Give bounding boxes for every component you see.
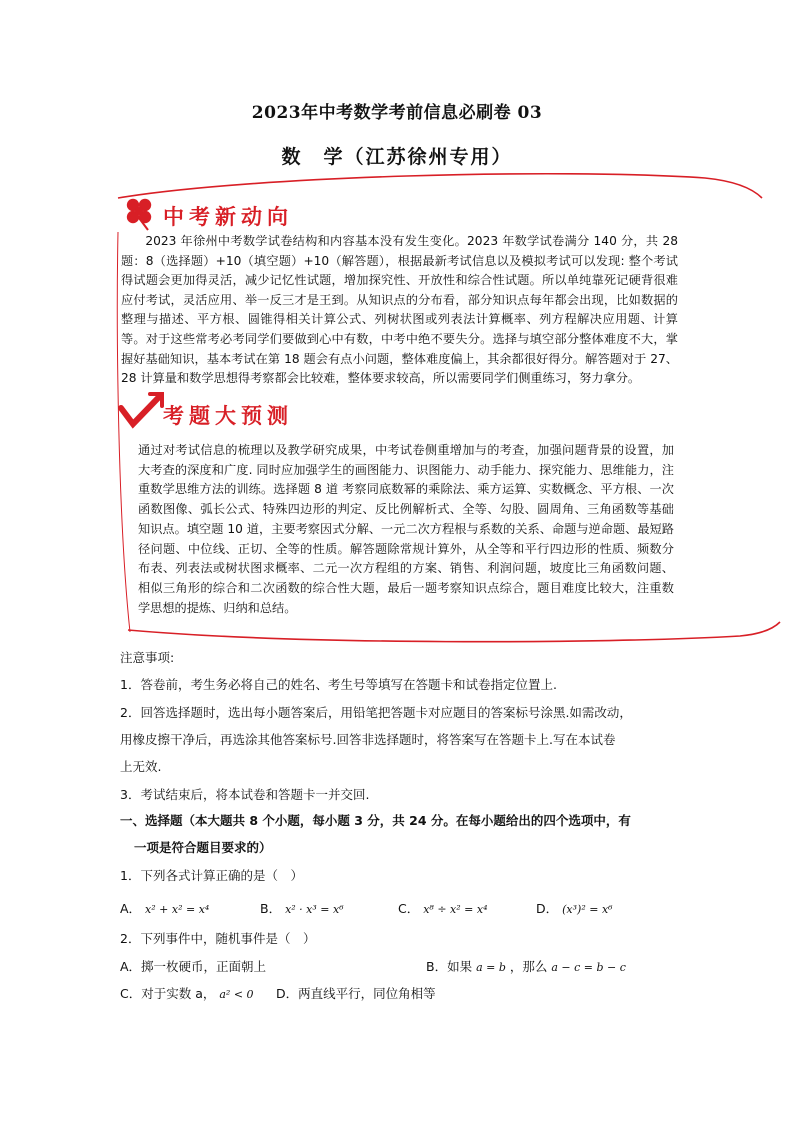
q2-option-c-label: C．对于实数 a， <box>120 986 216 1001</box>
section-body-forecast: 通过对考试信息的梳理以及教学研究成果，中考试卷侧重增加与的考查，加强问题背景的设置，加大考查的深度和广度. 同时应加强学生的画图能力、识图能力、动手能力、探究能力、思维能力，注重数学思维方法的训练。选择题 8 道 考察同底数幂的乘除法、乘方运算、实数概念、平方根、一次函数图像、弧长公式、特殊四边形的判定、反比例解析式、全等、勾股、圆周角、三角函数等基础知识点。填空题 10 道，主要考察因式分解、一元二次方程根与系数的关系、命题与逆命题、最短路径问题、中位线、正切、全等的性质。解答题除常规计算外，从全等和平行四边形的性质、频数分布表、列表法或树状图求概率、二元一次方程组的方案、销售、利润问题，坡度比三角函数问题、相似三角形的综合和二次函数的综合性大题，最后一题考察知识点综合，题目难度比较大，注重数学思想的提炼、归纳和总结。 <box>138 443 674 615</box>
q1-option-d-expr: (x³)² = x⁶ <box>562 903 613 916</box>
section-heading-trends: 中考新动向 <box>163 205 293 229</box>
q1-option-c-expr: x⁸ ÷ x² = x⁴ <box>423 903 488 916</box>
red-clover-icon <box>127 199 151 230</box>
q2-option-b-expr-1: a = b <box>476 961 506 974</box>
section-body-trends: 2023 年徐州中考数学试卷结构和内容基本没有发生变化。2023 年数学试卷满分 140 分，共 28 题：8（选择题）+10（填空题）+10（解答题），根据最新考试信息以及模拟考试可以发现: 整个考试得试题会更加得灵活，减少记忆性试题，增加探究性、开放性和综合性试题。所以单纯靠死记硬背很难应付考试，灵活应用、举一反三才是王到。从知识点的分布看，部分知识点每年都会出现，比如数据的整理与描述、平方根、圆锥得相关计算公式、列树状图或列表法计算概率、列方程解决应用题、计算等。对于这些常考必考同学们要做到心中有数，中考中绝不要失分。选择与填空部分整体难度不大，掌握好基础知识，基本考试在第 18 题会有点小问题，整体难度偏上，其余都很好得分。解答题对于 27、28 计算量和数学思想得考察都会比较难，整体要求较高，所以需要同学们侧重练习，努力拿分。 <box>121 234 678 386</box>
q1-option-a-expr: x² + x² = x⁴ <box>145 903 210 916</box>
q1-option-a <box>120 899 209 917</box>
section-heading-forecast: 考题大预测 <box>163 404 293 428</box>
q1-option-d <box>536 899 613 917</box>
q1-option-c-label: C． <box>398 901 420 916</box>
red-check-arrow-icon <box>121 394 162 424</box>
question-2-stem: 2．下列事件中，随机事件是（ ） <box>120 931 316 946</box>
q2-option-d: D．两直线平行，同位角相等 <box>276 986 436 1001</box>
q1-option-b-label: B． <box>260 901 282 916</box>
part1-heading-line-1: 一、选择题（本大题共 8 个小题，每小题 3 分，共 24 分。在每小题给出的四个选项中，有 <box>120 813 631 828</box>
q1-option-b <box>260 899 344 917</box>
note-item-1: 1．答卷前，考生务必将自己的姓名、考生号等填写在答题卡和试卷指定位置上. <box>120 677 557 692</box>
q2-option-b-label: B．如果 <box>426 959 473 974</box>
note-item-3: 3．考试结束后，将本试卷和答题卡一并交回. <box>120 787 370 802</box>
note-item-2-line-2: 用橡皮擦干净后，再选涂其他答案标号.回答非选择题时，将答案写在答题卡上.写在本试卷 <box>120 732 616 747</box>
part1-heading-line-2: 一项是符合题目要求的） <box>134 840 272 855</box>
note-item-2-line-3: 上无效. <box>120 759 162 774</box>
q2-option-b-expr-2: a − c = b − c <box>551 961 626 974</box>
question-1-stem: 1．下列各式计算正确的是（ ） <box>120 868 303 883</box>
q1-option-b-expr: x² · x³ = x⁶ <box>285 903 344 916</box>
q2-option-b <box>426 957 626 975</box>
q2-option-b-mid: ，那么 <box>509 959 548 974</box>
notes-heading: 注意事项: <box>120 650 175 665</box>
bottom-arc-line <box>128 622 780 642</box>
q2-option-c <box>120 984 254 1002</box>
page-subtitle: 数 学（江苏徐州专用） <box>281 146 513 168</box>
q2-option-c-expr: a² < 0 <box>219 988 254 1001</box>
q1-option-d-label: D． <box>536 901 559 916</box>
q2-option-a: A．掷一枚硬币，正面朝上 <box>120 959 267 974</box>
q1-option-a-label: A． <box>120 901 142 916</box>
note-item-2-line-1: 2．回答选择题时，选出每小题答案后，用铅笔把答题卡对应题目的答案标号涂黑.如需改动， <box>120 705 632 720</box>
top-arc-line <box>118 174 762 198</box>
page-title: 2023年中考数学考前信息必刷卷 03 <box>251 103 543 123</box>
q1-option-c <box>398 899 487 917</box>
